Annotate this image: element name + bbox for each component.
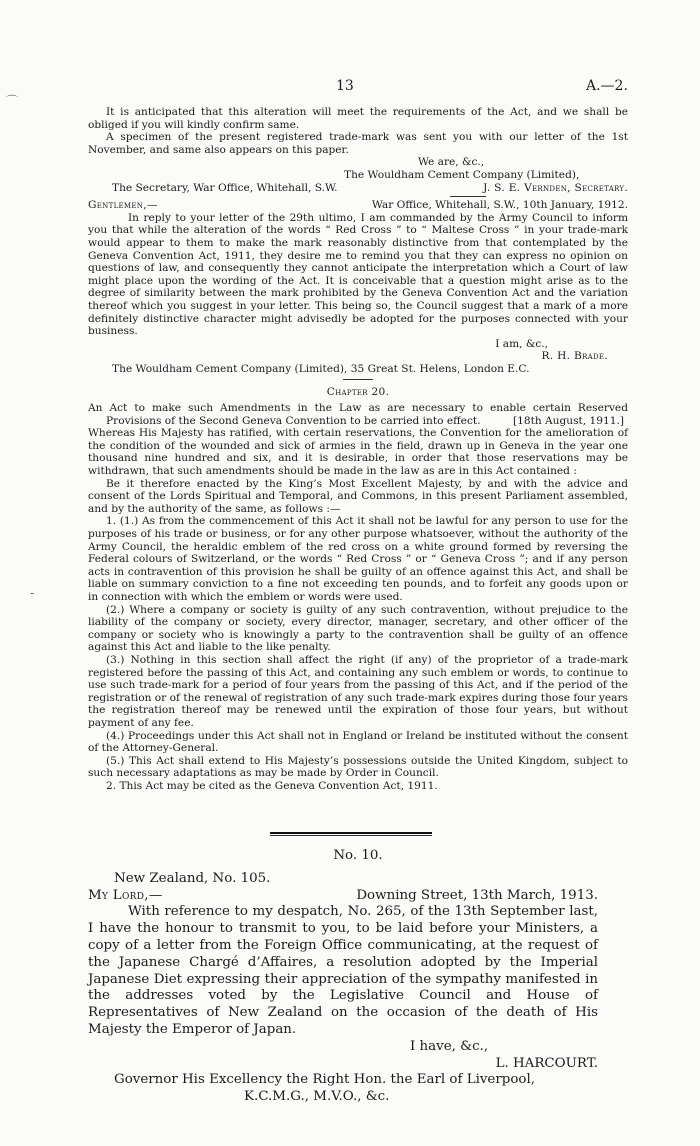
despatch-block bbox=[88, 848, 598, 1106]
margin-mark: ⌒ bbox=[6, 94, 19, 108]
letter2-body: In reply to your letter of the 29th ultimo, I am commanded by the Army Council to inform you that while the alteration of the words “ Red Cross ” to “ Maltese Cross ” in your trade-mark would appear to them to make the mark reasonably distinctive from that contemplated by the Geneva Convention Act, 1911, they desire me to remind you that they can express no opinion on questions of law, and consequently they cannot anticipate the interpretation which a Court of law might place upon the wording of the Act. It is conceivable that a question might arise as to the degree of similarity between the mark prohibited by the Geneva Convention Act and the variation thereof which you suggest in your letter. This being so, the Council suggest that a mark of a more definitely distinctive character might advisedly be adopted for the purposes connected with your business. bbox=[88, 211, 628, 338]
act-section-1-5: (5.) This Act shall extend to His Majesty’s possessions outside the United Kingdom, subject to such necessary adaptations as may be made by Order in Council. bbox=[88, 754, 628, 780]
margin-mark: - bbox=[30, 586, 35, 600]
letter2-addressee: The Wouldham Cement Company (Limited), 35 Great St. Helens, London E.C. bbox=[112, 362, 530, 375]
despatch-heading-row bbox=[88, 888, 598, 905]
act-date: [18th August, 1911.] bbox=[512, 414, 624, 427]
despatch-addressee-line-1: Governor His Excellency the Right Hon. the Earl of Liverpool, bbox=[114, 1072, 535, 1088]
document-reference: A.—2. bbox=[586, 78, 628, 94]
page-number: 13 bbox=[336, 78, 354, 94]
act-long-title-text: An Act to make such Amendments in the Law as are necessary to enable certain Reserved Provisions of the Second Geneva Convention to be carried into effect. bbox=[88, 402, 628, 427]
letter2-signatory: R. H. Brade. bbox=[541, 350, 608, 363]
despatch-ref: New Zealand, No. 105. bbox=[114, 870, 271, 886]
letter1-company: The Wouldham Cement Company (Limited), bbox=[344, 168, 580, 181]
letter1-footer-row bbox=[88, 182, 628, 195]
letter1-addressee: The Secretary, War Office, Whitehall, S.W. bbox=[112, 181, 338, 194]
act-section-2: 2. This Act may be cited as the Geneva Convention Act, 1911. bbox=[106, 779, 438, 792]
despatch-number: No. 10. bbox=[333, 848, 383, 863]
despatch-place-date: Downing Street, 13th March, 1913. bbox=[356, 887, 598, 903]
separator bbox=[450, 196, 486, 197]
separator bbox=[343, 379, 373, 380]
letter1-paragraph-2: A specimen of the present registered trade-mark was sent you with our letter of the 1st November, and same also appears on this paper. bbox=[88, 131, 628, 156]
act-long-title bbox=[88, 402, 628, 427]
letter2-place-date: War Office, Whitehall, S.W., 10th January, 1912. bbox=[371, 199, 628, 212]
despatch-salutation: My Lord,— bbox=[88, 887, 163, 903]
act-preamble: Whereas His Majesty has ratified, with certain reservations, the Convention for the amelioration of the condition of the wounded and sick of armies in the field, drawn up in Geneva in the year one thousand nine hundred and six, and it is desirable, in order that those reservations may be withdrawn, that such amendments should be made in the law as are in this Act contained : bbox=[88, 427, 628, 478]
letter1-closing: We are, &c., bbox=[418, 156, 485, 169]
despatch-body: With reference to my despatch, No. 265, of the 13th September last, I have the honour to transmit to you, to be laid before your Ministers, a copy of a letter from the Foreign Office communicating, at the request of the Japanese Chargé d’Affaires, a resolution adopted by the Imperial Japanese Diet expressing their appreciation of the sympathy manifested in the addresses voted by the Legislative Council and House of Representatives of New Zealand on the occasion of the death of His Majesty the Emperor of Japan. bbox=[88, 904, 598, 1037]
letter1-signatory: J. S. E. Vernden, Secretary. bbox=[483, 181, 628, 194]
letter1-paragraph-1: It is anticipated that this alteration will meet the requirements of the Act, and we shall be obliged if you will kindly confirm same. bbox=[88, 106, 628, 131]
section-divider bbox=[270, 832, 432, 836]
act-section-1-3: (3.) Nothing in this section shall affect the right (if any) of the proprietor of a trade-mark registered before the passing of this Act, and containing any such emblem or words, to continue to use such trade-mark for a period of four years from the passing of this Act, and if the period of the registration or of the renewal of registration of any such trade-mark expires during those four years the registration thereof may be renewed until the expiration of those four years, but without payment of any fee. bbox=[88, 653, 628, 729]
letter2-heading-row bbox=[88, 199, 628, 212]
act-section-1-1: 1. (1.) As from the commencement of this Act it shall not be lawful for any person to use for the purposes of his trade or business, or for any other purpose whatsoever, without the authority of the Army Council, the heraldic emblem of the red cross on a white ground formed by reversing the Federal colours of Switzerland, or the words “ Red Cross ” or “ Geneva Cross ”; and if any person acts in contravention of this provision he shall be guilty of an offence against this Act, and shall be liable on summary conviction to a fine not exceeding ten pounds, and to forfeit any goods upon or in connection with which the emblem or words were used. bbox=[88, 515, 628, 603]
act-chapter: Chapter 20. bbox=[326, 386, 390, 399]
letter2-salutation: Gentlemen,— bbox=[88, 199, 158, 212]
letter2-closing: I am, &c., bbox=[495, 337, 548, 350]
act-section-1-4: (4.) Proceedings under this Act shall not in England or Ireland be instituted without the consent of the Attorney-General. bbox=[88, 729, 628, 755]
act-section-1-2: (2.) Where a company or society is guilty of any such contravention, without prejudice to the liability of the company or society, every director, manager, secretary, and other officer of the company or society who is knowingly a party to the contravention shall be guilty of an offence against this Act and liable to the like penalty. bbox=[88, 603, 628, 654]
upper-text-block bbox=[88, 106, 628, 792]
despatch-closing: I have, &c., bbox=[410, 1038, 489, 1054]
despatch-signatory: L. HARCOURT. bbox=[495, 1055, 598, 1071]
despatch-addressee-line-2: K.C.M.G., M.V.O., &c. bbox=[244, 1089, 390, 1105]
act-enactment: Be it therefore enacted by the King’s Most Excellent Majesty, by and with the advice and consent of the Lords Spiritual and Temporal, and Commons, in this present Parliament assembled, and by the authority of the same, as follows :— bbox=[88, 477, 628, 515]
